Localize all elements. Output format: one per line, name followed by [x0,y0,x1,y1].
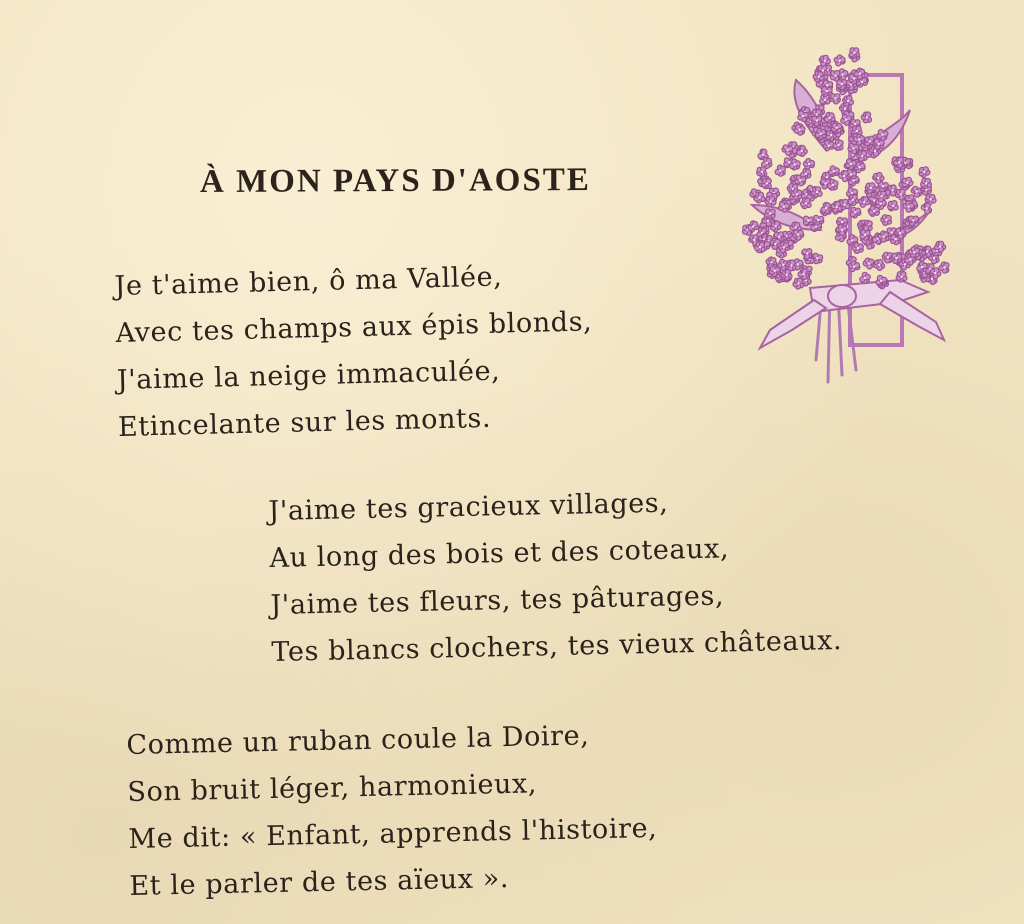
stanza-2 [268,476,843,676]
verse-line: J'aime tes fleurs, tes pâturages, [270,580,725,621]
poem-title: À MON PAYS D'AOSTE [199,161,591,201]
verse-line: Son bruit léger, harmonieux, [127,768,538,808]
verse-line: Etincelante sur les monts. [117,402,492,443]
verse-line: Et le parler de tes aïeux ». [129,863,510,902]
verse-line: Avec tes champs aux épis blonds, [115,306,593,349]
verse-line: Tes blancs clochers, tes vieux châteaux. [271,625,843,668]
verse-line: Au long des bois et des coteaux, [269,533,730,574]
verse-line: Je t'aime bien, ô ma Vallée, [114,261,503,302]
flower-bouquet-icon [730,30,962,390]
verse-line: J'aime la neige immaculée, [116,355,501,396]
verse-line: Me dit: « Enfant, apprends l'histoire, [128,812,658,855]
verse-line: J'aime tes gracieux villages, [268,487,669,527]
stanza-3 [126,711,659,910]
verse-line: Comme un ruban coule la Doire, [126,720,590,761]
stanza-1 [114,251,595,451]
